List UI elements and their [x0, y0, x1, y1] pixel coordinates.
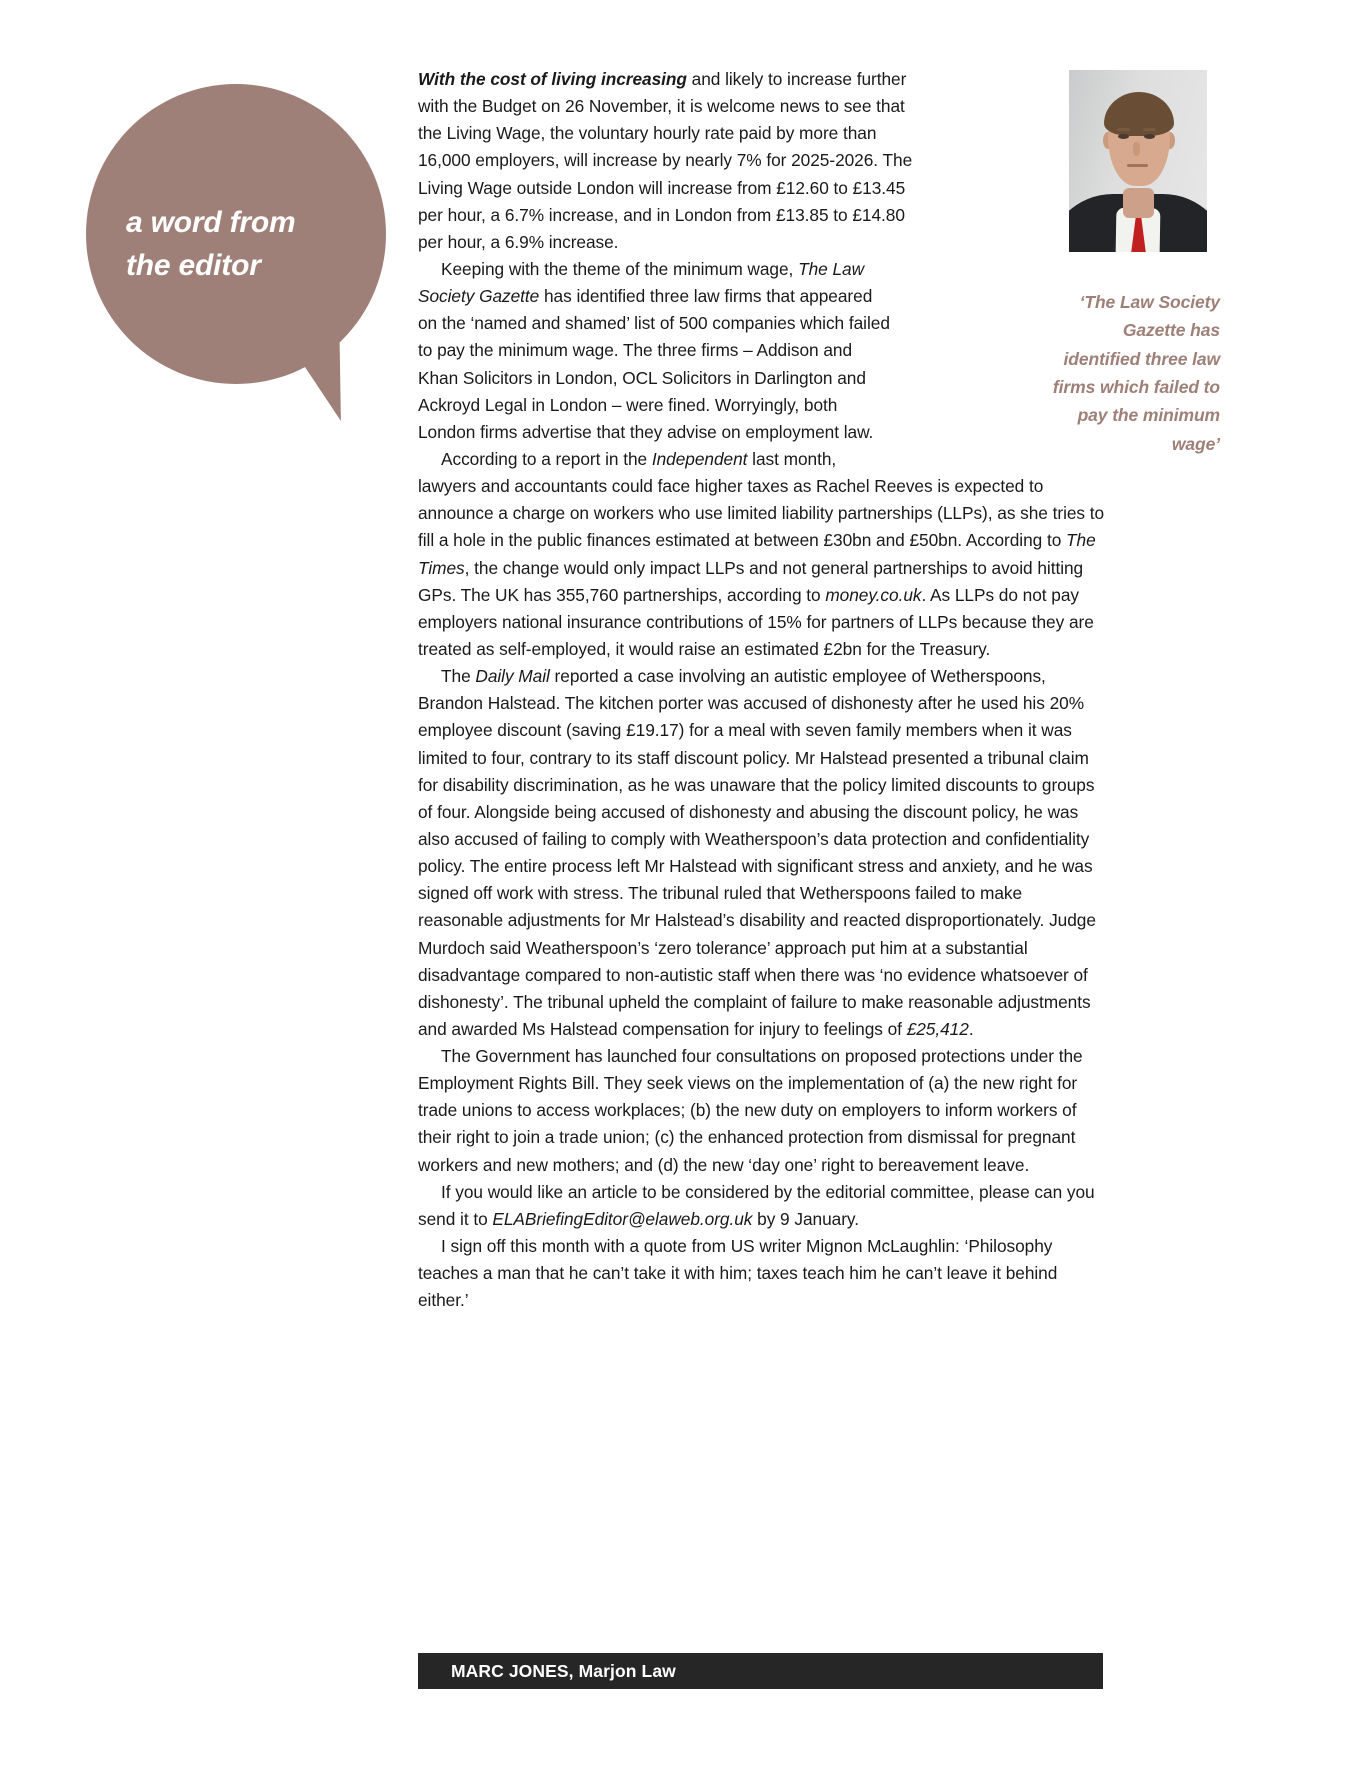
pull-quote-line: Gazette has	[1122, 320, 1220, 341]
article-text: has identified three law firms that appeared on the ‘named and shamed’ list of 500 companies which failed to pay the minimum wage. The three firms – Addison and Khan Solicitors in London, OCL Solicitors in Darlington and Ackroyd Legal in London – were fined. Worryingly, both London firms advertise that they advise on employment law.	[418, 286, 890, 442]
pull-quote-line: ‘The Law Society	[1079, 292, 1220, 312]
article-body	[418, 66, 1106, 1314]
portrait-eye-right	[1144, 134, 1155, 139]
byline-text	[418, 1661, 676, 1682]
article-emphasis: Independent	[651, 448, 748, 469]
article-emphasis: £25,412	[906, 1018, 969, 1039]
article-lead-in: With the cost of living increasing	[418, 69, 687, 89]
speech-bubble-line-1: a word from	[126, 206, 296, 239]
article-text: The Government has launched four consultations on proposed protections under the Employment Rights Bill. They seek views on the implementation of (a) the new right for trade unions to access workplaces; (b) the new duty on employers to inform workers of their right to join a trade union; (c) the enhanced protection from dismissal for pregnant workers and new mothers; and (d) the new ‘day one’ right to bereavement leave.	[418, 1046, 1083, 1175]
article-emphasis: The Law Society Gazette	[418, 258, 864, 307]
article-text: reported a case involving an autistic employee of Wetherspoons, Brandon Halstead. The kitchen porter was accused of dishonesty after he used his 20% employee discount (saving £19.17) for a meal with seven family members when it was limited to four, contrary to its staff discount policy. Mr Halstead presented a tribunal claim for disability discrimination, as he was unaware that the policy limited discounts to groups of four. Alongside being accused of dishonesty and abusing the discount policy, he was also accused of failing to comply with Weatherspoon’s data protection and confidentiality policy. The entire process left Mr Halstead with significant stress and anxiety, and he was signed off work with stress. The tribunal ruled that Wetherspoons failed to make reasonable adjustments for Mr Halstead’s disability and reacted disproportionately. Judge Murdoch said Weatherspoon’s ‘zero tolerance’ approach put him at a substantial disadvantage compared to non-autistic staff when there was ‘no evidence whatsoever of dishonesty’. The tribunal upheld the complaint of failure to make reasonable adjustments and awarded Ms Halstead compensation for injury to feelings of	[418, 666, 1096, 1039]
article-paragraph	[418, 1179, 1106, 1233]
portrait-mouth	[1127, 164, 1148, 167]
photo-wrap-spacer	[928, 66, 1106, 271]
portrait-nose	[1133, 142, 1140, 156]
article-text: and likely to increase further with the Budget on 26 November, it is welcome news to see that the Living Wage, the voluntary hourly rate paid by more than 16,000 employers, will increase by nearly 7% for 2025-2026. The Living Wage outside London will increase from £12.60 to £13.45 per hour, a 6.7% increase, and in London from £13.85 to £14.80 per hour, a 6.9% increase.	[418, 69, 913, 252]
portrait-eyebrow-right	[1143, 128, 1156, 131]
article-text: The	[441, 666, 476, 687]
article-text: , the change would only impact LLPs and not general partnerships to avoid hitting GPs. The UK has 355,760 partnerships, according to	[418, 557, 1084, 605]
article-paragraph	[418, 1233, 1106, 1314]
article-text: If you would like an article to be considered by the editorial committee, please can you send it to	[418, 1181, 1095, 1229]
article-text: .	[968, 1018, 974, 1039]
article-emphasis: money.co.uk	[825, 584, 922, 605]
pull-quote-line: wage’	[1171, 433, 1220, 454]
pull-quote-line: identified three law	[1063, 348, 1220, 369]
article-text: by 9 January.	[752, 1208, 859, 1229]
article-emphasis: ELABriefingEditor@elaweb.org.uk	[492, 1208, 753, 1229]
pullquote-wrap-spacer	[891, 271, 1106, 453]
speech-bubble-label	[126, 202, 356, 287]
byline-firm: Marjon Law	[573, 1660, 676, 1681]
portrait-neck	[1123, 188, 1154, 218]
article-text: I sign off this month with a quote from US writer Mignon McLaughlin: ‘Philosophy teaches a man that he can’t take it with him; taxes teach him he can’t leave it behind either.’	[418, 1236, 1058, 1311]
article-text: Keeping with the theme of the minimum wage,	[441, 258, 799, 279]
article-paragraph	[418, 663, 1106, 1043]
portrait-eye-left	[1118, 134, 1129, 139]
article-paragraph	[418, 446, 1106, 663]
article-paragraph	[418, 1043, 1106, 1179]
article-text: last month, lawyers and accountants could face higher taxes as Rachel Reeves is expected to announce a charge on workers who use limited liability partnerships (LLPs), as she tries to fill a hole in the public finances estimated at between £30bn and £50bn. According to	[418, 448, 1105, 551]
pull-quote-line: firms which failed to	[1052, 377, 1220, 398]
byline-author-name: MARC JONES,	[451, 1660, 574, 1681]
article-emphasis: The Times	[418, 530, 1096, 578]
pull-quote-line: pay the minimum	[1077, 405, 1220, 426]
editor-speech-bubble	[86, 84, 386, 424]
article-text: . As LLPs do not pay employers national insurance contributions of 15% for partners of LLPs because they are treated as self-employed, it would raise an estimated £2bn for the Treasury.	[418, 584, 1094, 659]
article-emphasis: Daily Mail	[475, 666, 550, 687]
speech-bubble-line-2: the editor	[126, 248, 261, 282]
portrait-eyebrow-left	[1117, 128, 1130, 131]
byline-bar	[418, 1653, 1103, 1689]
article-text: According to a report in the	[441, 448, 652, 469]
